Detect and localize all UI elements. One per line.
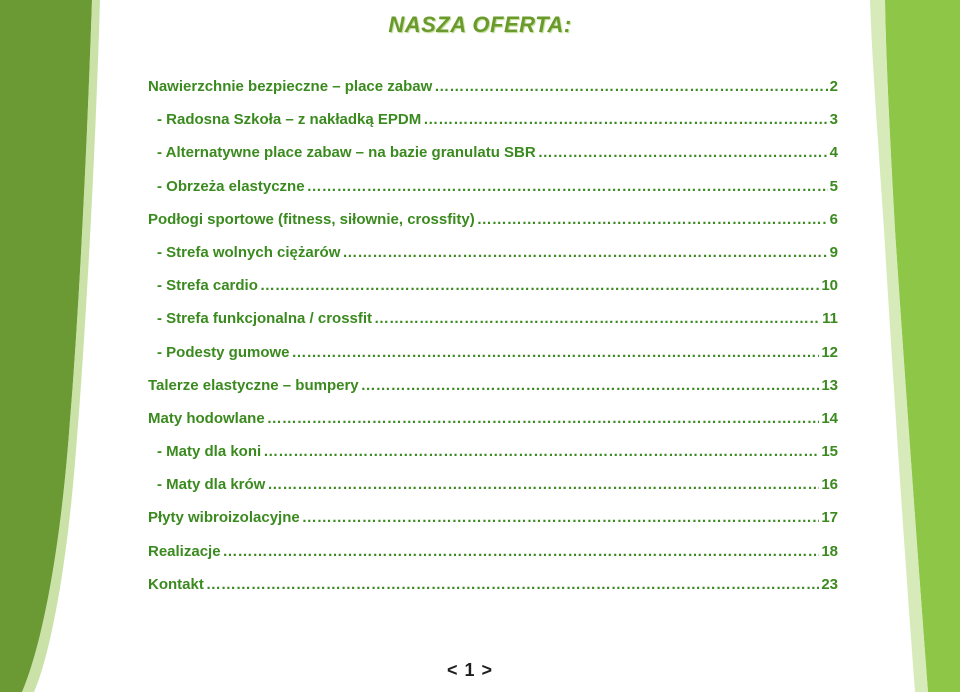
toc-entry[interactable] xyxy=(148,540,838,573)
toc-entry-leader xyxy=(361,374,820,398)
toc-entry[interactable] xyxy=(148,473,838,506)
table-of-contents xyxy=(148,75,838,606)
toc-entry-page: 4 xyxy=(829,144,838,162)
page-title: NASZA OFERTA: xyxy=(388,12,572,37)
toc-entry-label: Talerze elastyczne – bumpery xyxy=(148,376,359,394)
toc-entry-page: 18 xyxy=(821,542,838,560)
toc-entry-leader xyxy=(307,175,828,199)
toc-entry-label: Kontakt xyxy=(148,575,204,593)
toc-entry-page: 2 xyxy=(829,78,838,95)
toc-entry-page: 15 xyxy=(821,443,838,461)
toc-entry[interactable] xyxy=(148,506,838,539)
toc-entry[interactable] xyxy=(148,75,838,108)
toc-entry-page: 16 xyxy=(821,476,838,494)
toc-entry-label: Podłogi sportowe (fitness, siłownie, crossfity) xyxy=(148,210,475,228)
toc-entry-leader xyxy=(267,407,820,431)
toc-entry-label: - Maty dla koni xyxy=(157,443,262,461)
toc-entry-leader xyxy=(302,506,820,530)
toc-entry[interactable] xyxy=(148,241,838,274)
toc-entry[interactable] xyxy=(148,208,838,241)
toc-entry-label: - Strefa funkcjonalna / crossfit xyxy=(157,310,373,328)
toc-entry[interactable] xyxy=(148,573,838,606)
toc-entry[interactable] xyxy=(148,440,838,473)
toc-entry-page: 9 xyxy=(829,243,838,261)
toc-entry-label: - Radosna Szkoła – z nakładką EPDM xyxy=(157,111,422,129)
current-page-number: 1 xyxy=(464,660,476,680)
toc-entry[interactable] xyxy=(148,175,838,208)
toc-entry-label: - Alternatywne place zabaw – na bazie granulatu SBR xyxy=(157,144,536,162)
next-page-button[interactable]: > xyxy=(481,660,494,680)
toc-entry-page: 13 xyxy=(821,376,838,394)
toc-entry-label: - Strefa cardio xyxy=(157,277,258,295)
toc-entry-leader xyxy=(206,573,819,597)
toc-entry-leader xyxy=(342,241,827,265)
toc-entry[interactable] xyxy=(148,108,838,141)
toc-entry-leader xyxy=(223,540,820,564)
toc-entry-leader xyxy=(292,341,820,365)
toc-entry-leader xyxy=(374,307,820,331)
toc-entry-page: 23 xyxy=(821,575,838,593)
toc-entry-page: 12 xyxy=(821,343,838,361)
toc-entry-page: 3 xyxy=(829,111,838,129)
toc-entry-label: Maty hodowlane xyxy=(148,409,265,427)
toc-entry-label: Płyty wibroizolacyjne xyxy=(148,509,300,527)
pagination xyxy=(0,660,940,681)
toc-entry-label: - Strefa wolnych ciężarów xyxy=(157,243,341,261)
toc-entry-leader xyxy=(260,274,819,298)
toc-entry-leader xyxy=(477,208,828,232)
toc-entry[interactable] xyxy=(148,341,838,374)
toc-entry-page: 14 xyxy=(821,409,838,427)
prev-page-button[interactable]: < xyxy=(446,660,459,680)
toc-entry-label: - Obrzeża elastyczne xyxy=(157,177,305,195)
toc-entry-leader xyxy=(423,108,827,132)
toc-entry-label: Nawierzchnie bezpieczne – place zabaw xyxy=(148,78,433,95)
toc-entry[interactable] xyxy=(148,274,838,307)
toc-entry-page: 11 xyxy=(822,310,838,328)
toc-entry[interactable] xyxy=(148,307,838,340)
toc-entry[interactable] xyxy=(148,374,838,407)
toc-entry-leader xyxy=(538,141,828,165)
toc-entry-leader xyxy=(267,473,819,497)
toc-entry-page: 17 xyxy=(821,509,838,527)
toc-entry-page: 6 xyxy=(829,210,838,228)
toc-entry[interactable] xyxy=(148,407,838,440)
toc-entry[interactable] xyxy=(148,141,838,174)
toc-entry-label: - Podesty gumowe xyxy=(157,343,290,361)
toc-entry-label: - Maty dla krów xyxy=(157,476,266,494)
toc-entry-leader xyxy=(434,75,827,99)
toc-entry-leader xyxy=(263,440,819,464)
toc-entry-page: 10 xyxy=(821,277,838,295)
toc-entry-page: 5 xyxy=(829,177,838,195)
toc-entry-label: Realizacje xyxy=(148,542,221,560)
